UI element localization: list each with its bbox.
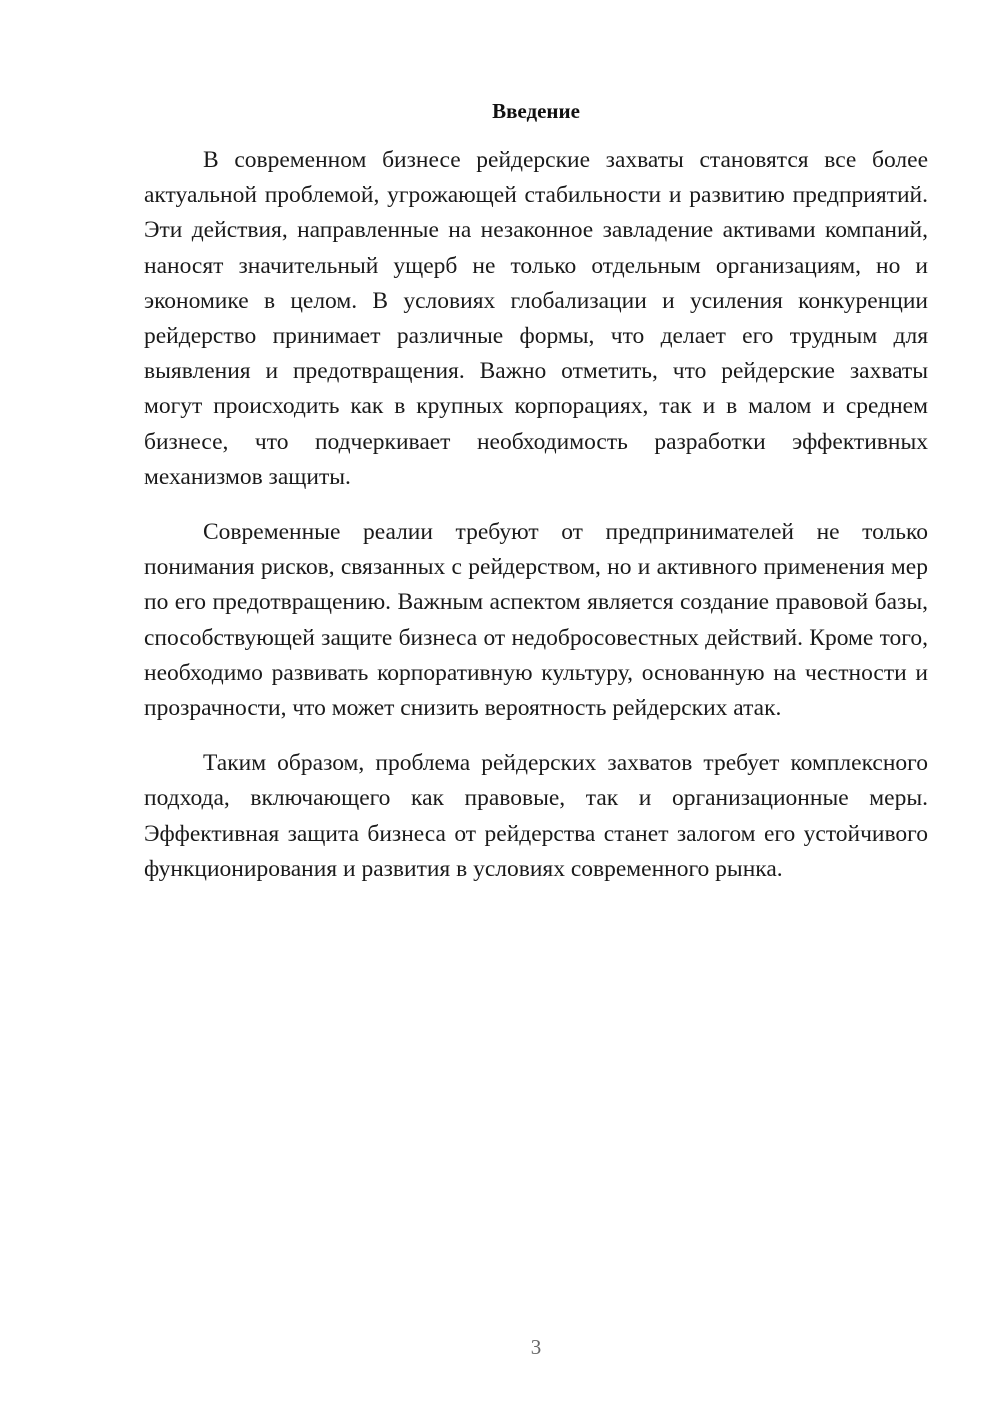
page-number: 3 [530, 1335, 542, 1359]
section-heading: Введение [492, 99, 580, 123]
paragraph-2: Современные реалии требуют от предпринимателей не только понимания рисков, связанных с рейдерством, но и активного применения мер по его предотвращению. Важным аспектом является создание правовой базы, способствующей защите бизнеса от недобросовестных действий. Кроме того, необходимо развивать корпоративную культуру, основанную на честности и прозрачности, что может снизить вероятность рейдерских атак. [144, 519, 928, 722]
paragraph-1: В современном бизнесе рейдерские захваты становятся все более актуальной проблемой, угрожающей стабильности и развитию предприятий. Эти действия, направленные на незаконное завладение активами компаний, наносят значительный ущерб не только отдельным организациям, но и экономике в целом. В условиях глобализации и усиления конкуренции рейдерство принимает различные формы, что делает его трудным для выявления и предотвращения. Важно отметить, что рейдерские захваты могут происходить как в крупных корпорациях, так и в малом и среднем бизнесе, что подчеркивает необходимость разработки эффективных механизмов защиты. [144, 147, 928, 490]
body-text [144, 143, 928, 907]
paragraph-3: Таким образом, проблема рейдерских захватов требует комплексного подхода, включающего как правовые, так и организационные меры. Эффективная защита бизнеса от рейдерства станет залогом его устойчивого функционирования и развития в условиях современного рынка. [144, 750, 928, 882]
